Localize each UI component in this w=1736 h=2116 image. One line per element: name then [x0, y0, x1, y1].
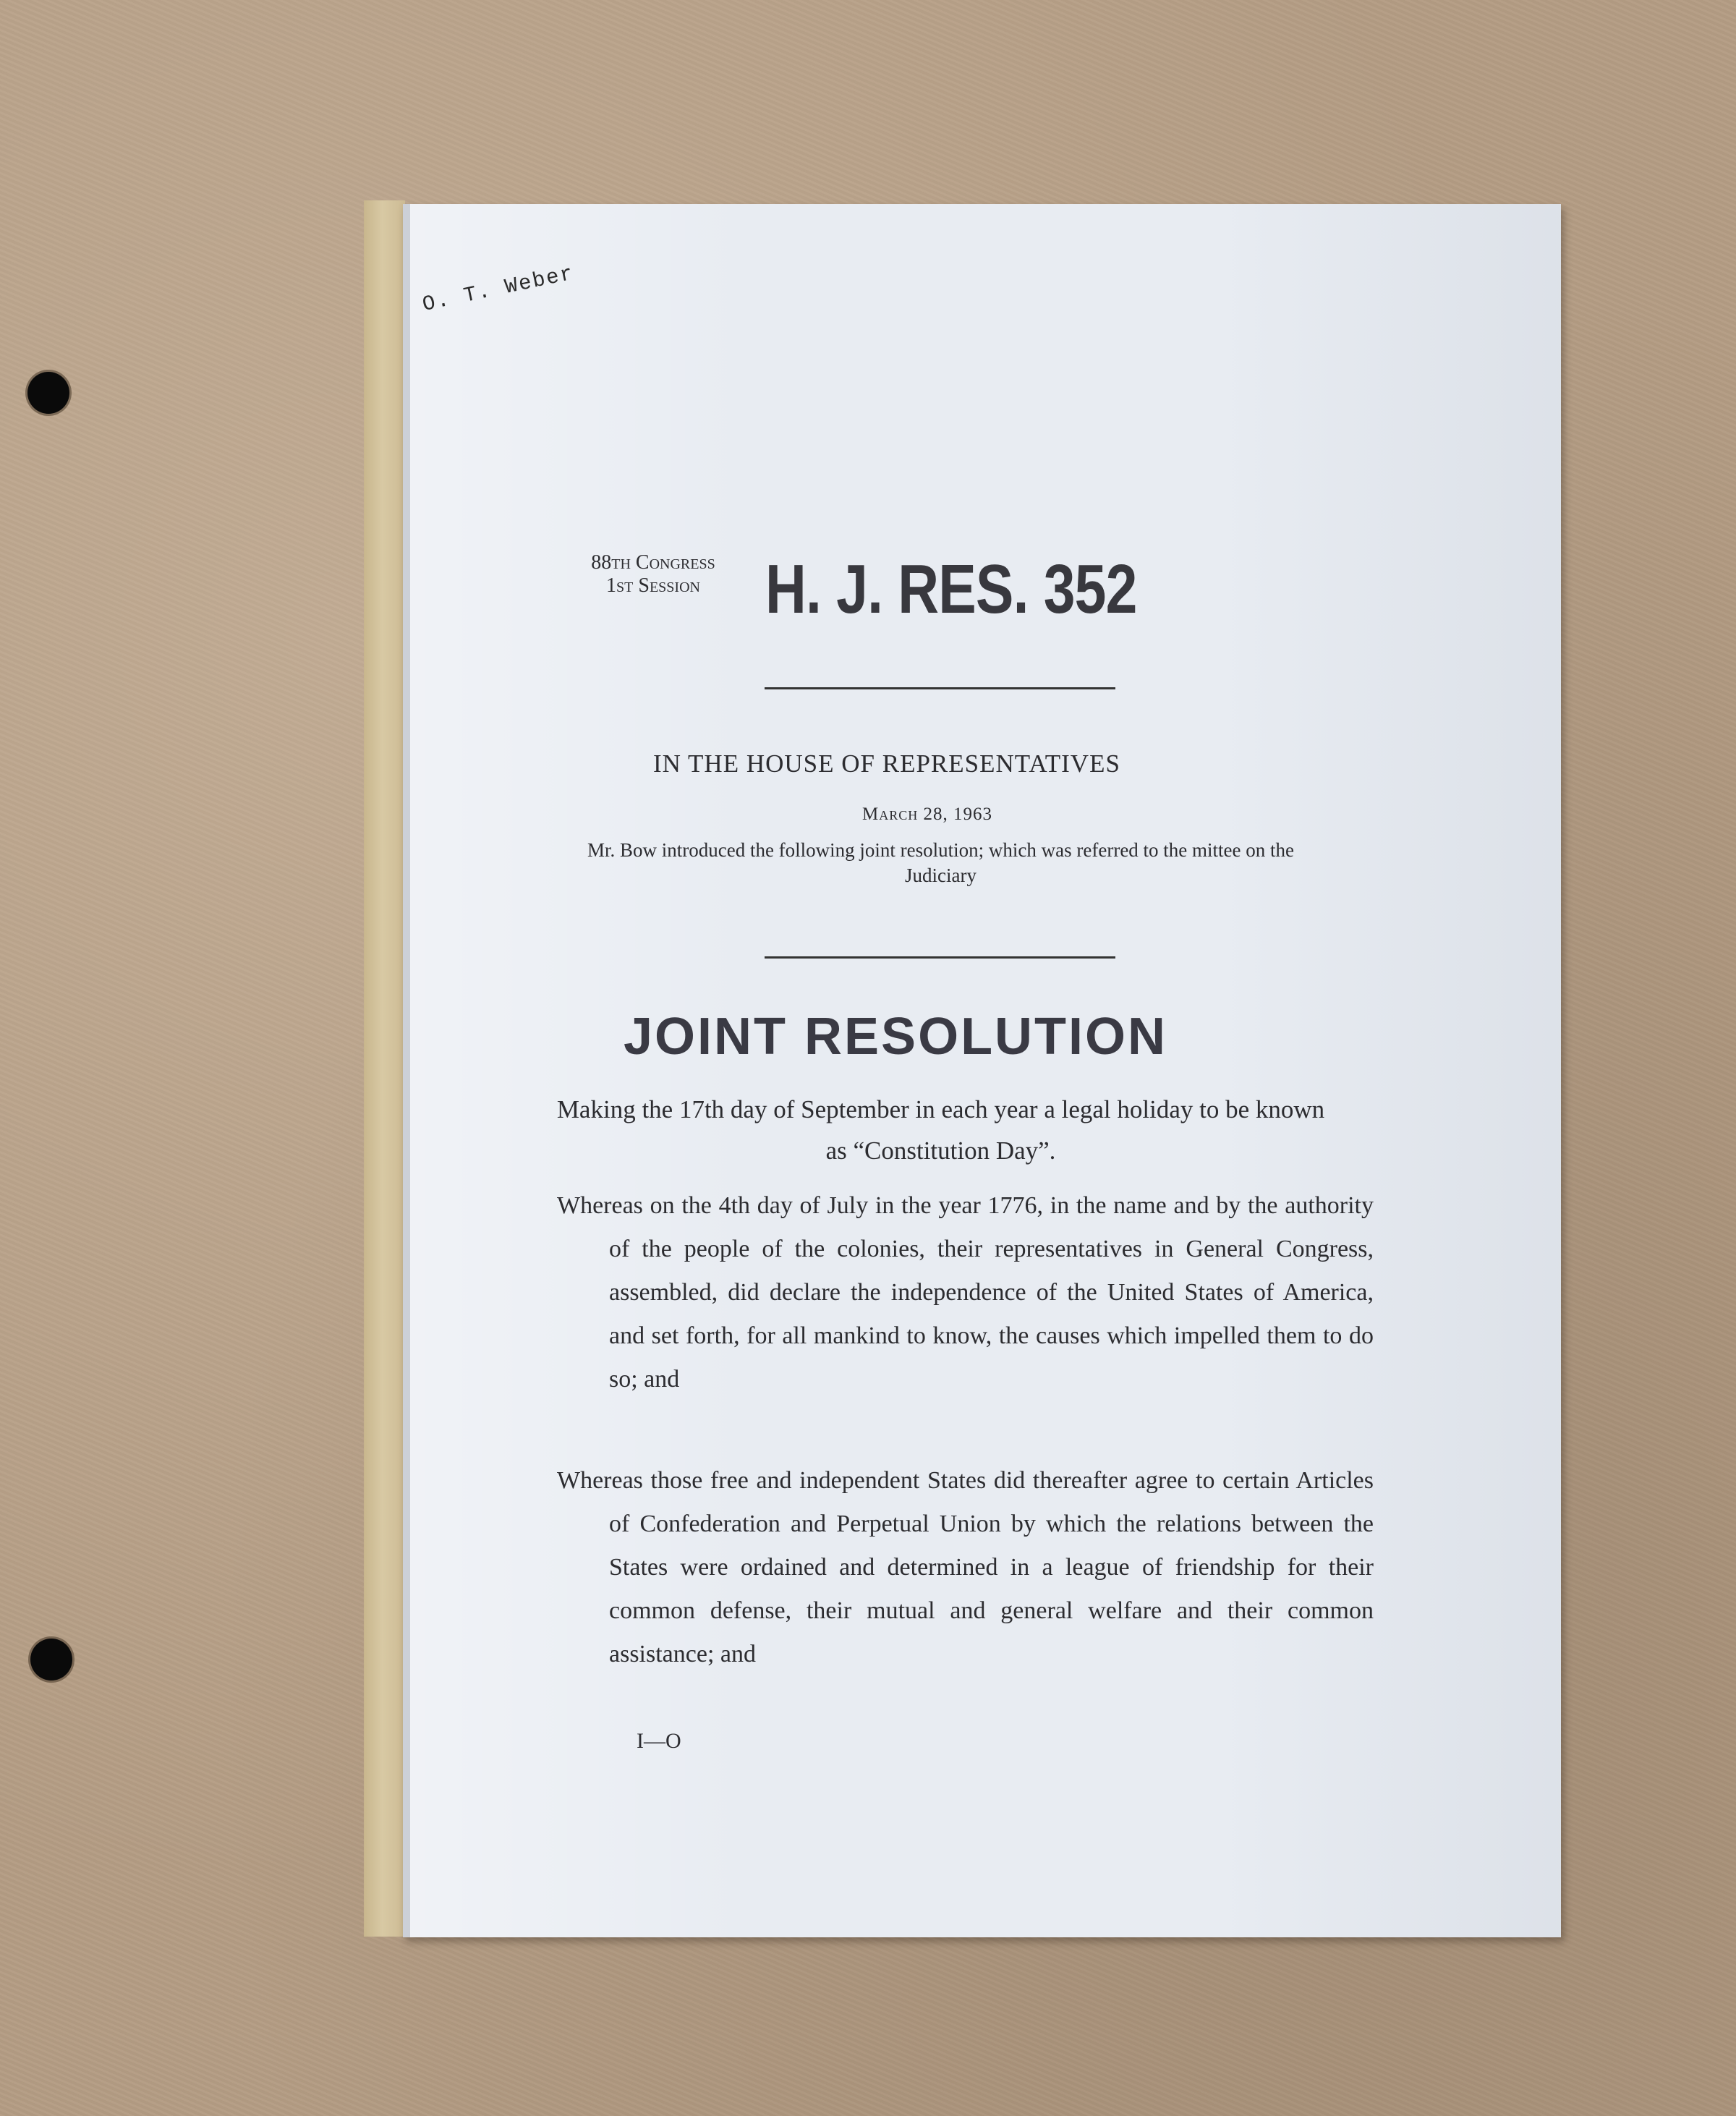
page-edge: [403, 204, 410, 1937]
congress-session-block: [561, 551, 746, 598]
page-code: I—O: [637, 1729, 681, 1753]
divider-rule: [765, 687, 1115, 689]
chamber-heading: IN THE HOUSE OF REPRESENTATIVES: [653, 749, 1120, 778]
punch-hole-top: [27, 372, 69, 414]
document-page: [403, 204, 1561, 1937]
punch-hole-bottom: [30, 1639, 72, 1681]
whereas-clause: Whereas those free and independent States did thereafter agree to certain Articles of Confederation and Perpetual Union by which the relations between the States were ordained and determined in a league of friendship for their common defense, their mutual and general welfare and their common assistance; and: [557, 1467, 1374, 1667]
document-type-heading: JOINT RESOLUTION: [624, 1008, 1168, 1066]
introduction-date: March 28, 1963: [862, 804, 992, 824]
bill-number: H. J. RES. 352: [765, 551, 1137, 628]
divider-rule: [765, 956, 1115, 959]
introduction-statement: Mr. Bow introduced the following joint resolution; which was referred to the mittee on the Judiciary: [587, 839, 1295, 886]
whereas-clause: Whereas on the 4th day of July in the year 1776, in the name and by the authority of the people of the colonies, their representatives in General Congress, assembled, did declare the independence of the United States of America, and set forth, for all mankind to know, the causes which impelled them to do so; and: [557, 1192, 1374, 1393]
session-label: 1st Session: [606, 574, 700, 597]
typed-name-annotation: O. T. Weber: [420, 261, 576, 317]
resolution-purpose: Making the 17th day of September in each year a legal holiday to be known as “Constitution Day”.: [556, 1095, 1325, 1165]
congress-label: 88th Congress: [591, 551, 715, 574]
binding-strip: [364, 200, 405, 1937]
